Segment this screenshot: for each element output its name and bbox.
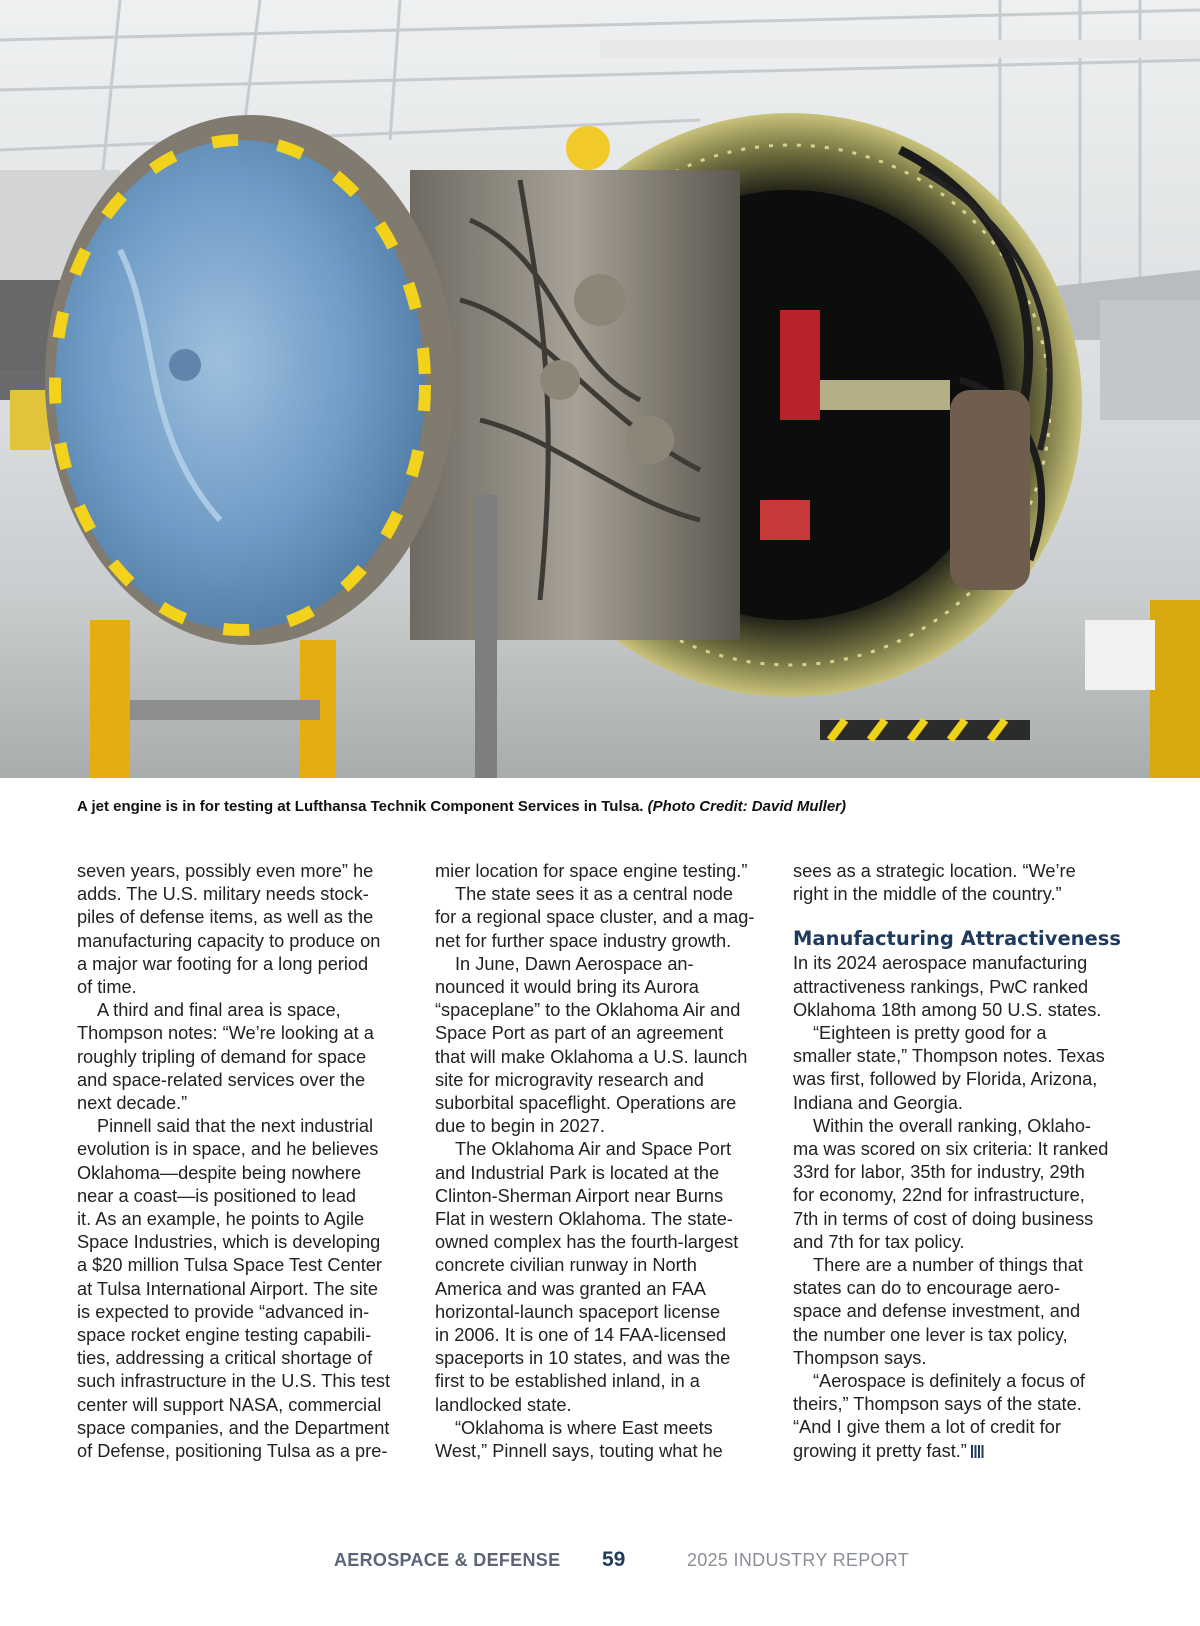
paragraph-start: There are a number of things that (813, 1255, 1083, 1276)
text-line: for a regional space cluster, and a mag- (435, 907, 755, 928)
section-heading: Manufacturing Attractiveness (793, 927, 1121, 951)
text-line: seven years, possibly even more” he (77, 861, 374, 881)
text-line: nounced it would bring its Aurora (435, 977, 699, 998)
text-line: states can do to encourage aero- (793, 1278, 1060, 1299)
text-line: Clinton-Sherman Airport near Burns (435, 1185, 724, 1206)
text-line: and Industrial Park is located at the (435, 1162, 720, 1183)
text-line: of Defense, positioning Tulsa as a pre- (77, 1441, 388, 1462)
text-line: In its 2024 aerospace manufacturing (793, 953, 1088, 974)
paragraph-start: Within the overall ranking, Oklaho- (813, 1115, 1091, 1136)
text-line: manufacturing capacity to produce on (77, 930, 381, 951)
text-line: space rocket engine testing capabili- (77, 1325, 372, 1346)
last-line (793, 1440, 1141, 1463)
paragraph-start: “Aerospace is definitely a focus of (813, 1371, 1085, 1392)
jet-engine-illustration (0, 0, 1200, 778)
article-column-3 (793, 860, 1141, 1463)
article-column-2 (435, 860, 783, 1463)
paragraph-start: The Oklahoma Air and Space Port (455, 1139, 731, 1160)
text-line: sees as a strategic location. “We’re (793, 861, 1076, 881)
text-line: space companies, and the Department (77, 1417, 390, 1438)
text-line: net for further space industry growth. (435, 930, 732, 951)
text-line: concrete civilian runway in North (435, 1255, 697, 1276)
caption-text: A jet engine is in for testing at Lufthansa Technik Component Services in Tulsa. (77, 798, 644, 815)
text-line: theirs,” Thompson says of the state. (793, 1394, 1082, 1415)
text-line: evolution is in space, and he believes (77, 1139, 379, 1160)
text-line: and space-related services over the (77, 1069, 366, 1090)
text-line: Flat in western Oklahoma. The state- (435, 1209, 733, 1230)
text-line: at Tulsa International Airport. The site (77, 1278, 378, 1299)
text-line: “And I give them a lot of credit for (793, 1417, 1061, 1438)
paragraph-start: Pinnell said that the next industrial (97, 1116, 374, 1137)
text-line: space and defense investment, and (793, 1301, 1081, 1322)
text-line: smaller state,” Thompson notes. Texas (793, 1046, 1105, 1067)
text-line: suborbital spaceflight. Operations are (435, 1093, 737, 1114)
text-line: ma was scored on six criteria: It ranked (793, 1139, 1109, 1160)
page-number: 59 (602, 1548, 626, 1571)
paragraph-start: In June, Dawn Aerospace an- (455, 953, 694, 974)
text-line: growing it pretty fast.” (793, 1440, 967, 1461)
text-line: and 7th for tax policy. (793, 1231, 965, 1252)
text-line: that will make Oklahoma a U.S. launch (435, 1046, 748, 1067)
paragraph-start: “Eighteen is pretty good for a (813, 1023, 1047, 1044)
paragraph-start: The state sees it as a central node (455, 884, 734, 905)
text-line: horizontal-launch spaceport license (435, 1301, 721, 1322)
text-line: ties, addressing a critical shortage of (77, 1348, 373, 1369)
photo-caption (77, 798, 1127, 815)
jet-engine-photo (0, 0, 1200, 778)
text-line: roughly tripling of demand for space (77, 1046, 367, 1067)
text-line: of time. (77, 977, 137, 998)
article-column-1 (77, 860, 425, 1463)
text-line: 33rd for labor, 35th for industry, 29th (793, 1162, 1085, 1183)
text-line: a major war footing for a long period (77, 953, 369, 974)
text-line: for economy, 22nd for infrastructure, (793, 1185, 1085, 1206)
text-line: landlocked state. (435, 1394, 572, 1415)
text-line: piles of defense items, as well as the (77, 907, 374, 928)
paragraph-start: A third and final area is space, (97, 1000, 341, 1021)
text-line: is expected to provide “advanced in- (77, 1301, 370, 1322)
text-line: was first, followed by Florida, Arizona, (793, 1069, 1098, 1090)
page-footer (0, 1550, 1200, 1580)
text-line: such infrastructure in the U.S. This test (77, 1371, 391, 1392)
text-line: near a coast—is positioned to lead (77, 1185, 357, 1206)
text-line: “spaceplane” to the Oklahoma Air and (435, 1000, 741, 1021)
text-line: site for microgravity research and (435, 1069, 704, 1090)
issue-name: 2025 INDUSTRY REPORT (687, 1550, 910, 1570)
text-line: due to begin in 2027. (435, 1116, 605, 1137)
text-line: West,” Pinnell says, touting what he (435, 1441, 723, 1462)
text-line: attractiveness rankings, PwC ranked (793, 976, 1089, 997)
text-line: mier location for space engine testing.” (435, 861, 748, 881)
text-line: center will support NASA, commercial (77, 1394, 382, 1415)
paragraph-start: “Oklahoma is where East meets (455, 1417, 713, 1438)
end-of-article-icon (971, 1445, 984, 1458)
text-line: it. As an example, he points to Agile (77, 1209, 365, 1230)
text-line: Space Industries, which is developing (77, 1232, 381, 1253)
text-line: owned complex has the fourth-largest (435, 1232, 739, 1253)
text-line: spaceports in 10 states, and was the (435, 1348, 731, 1369)
text-line: Thompson says. (793, 1347, 927, 1368)
section-gap (793, 906, 1141, 926)
text-line: Oklahoma 18th among 50 U.S. states. (793, 999, 1102, 1020)
text-line: next decade.” (77, 1093, 188, 1114)
text-line: in 2006. It is one of 14 FAA-licensed (435, 1325, 727, 1346)
text-line: first to be established inland, in a (435, 1371, 700, 1392)
text-line: a $20 million Tulsa Space Test Center (77, 1255, 382, 1276)
text-line: 7th in terms of cost of doing business (793, 1208, 1094, 1229)
publication-name: AEROSPACE & DEFENSE (334, 1550, 561, 1570)
photo-credit: (Photo Credit: David Muller) (647, 798, 846, 815)
text-line: Oklahoma—despite being nowhere (77, 1162, 362, 1183)
text-line: adds. The U.S. military needs stock- (77, 884, 369, 905)
text-line: right in the middle of the country.” (793, 884, 1062, 905)
text-line: Indiana and Georgia. (793, 1092, 963, 1113)
text-line: America and was granted an FAA (435, 1278, 706, 1299)
text-line: Thompson notes: “We’re looking at a (77, 1023, 374, 1044)
text-line: the number one lever is tax policy, (793, 1324, 1068, 1345)
text-line: Space Port as part of an agreement (435, 1023, 724, 1044)
